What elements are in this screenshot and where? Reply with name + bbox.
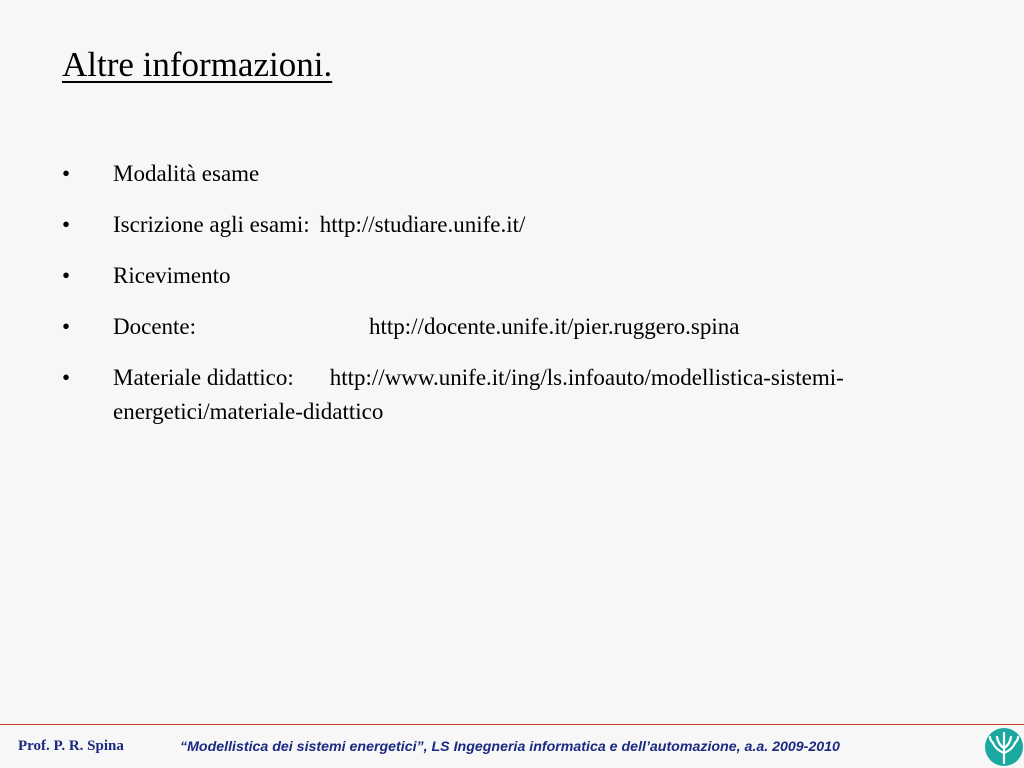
bullet-item-iscrizione-esami — [0, 208, 1024, 242]
unife-tree-logo-icon — [984, 727, 1024, 768]
info-bullet-list — [0, 157, 1024, 446]
bullet-marker: • — [62, 161, 71, 186]
studiare-link[interactable]: http://studiare.unife.it/ — [319, 212, 526, 237]
bullet-item-docente — [0, 310, 1024, 344]
bullet-marker: • — [62, 365, 71, 390]
bullet-item-materiale-didattico — [0, 361, 1024, 429]
bullet-label: Modalità esame — [113, 161, 260, 186]
bullet-label: Materiale didattico: — [113, 365, 294, 390]
docente-link[interactable]: http://docente.unife.it/pier.ruggero.spina — [369, 314, 740, 339]
footer-course-title: “Modellistica dei sistemi energetici”, LS Ingegneria informatica e dell’automazione, a.a. 2009-2010 — [180, 739, 840, 755]
bullet-item-ricevimento — [0, 259, 1024, 293]
bullet-label: Docente: — [113, 314, 197, 339]
bullet-marker: • — [62, 263, 71, 288]
logo-graphic — [984, 727, 1024, 768]
bullet-marker: • — [62, 212, 71, 237]
bullet-item-modalita-esame — [0, 157, 1024, 191]
bullet-label: Ricevimento — [113, 263, 231, 288]
footer-divider — [0, 724, 1024, 725]
footer-author: Prof. P. R. Spina — [18, 738, 124, 754]
bullet-marker: • — [62, 314, 71, 339]
materiale-didattico-link[interactable]: http://www.unife.it/ing/ls.infoauto/modellistica-sistemi-energetici/materiale-didattico — [113, 365, 844, 424]
bullet-label: Iscrizione agli esami: — [113, 212, 310, 237]
slide-title: Altre informazioni. — [62, 45, 333, 84]
